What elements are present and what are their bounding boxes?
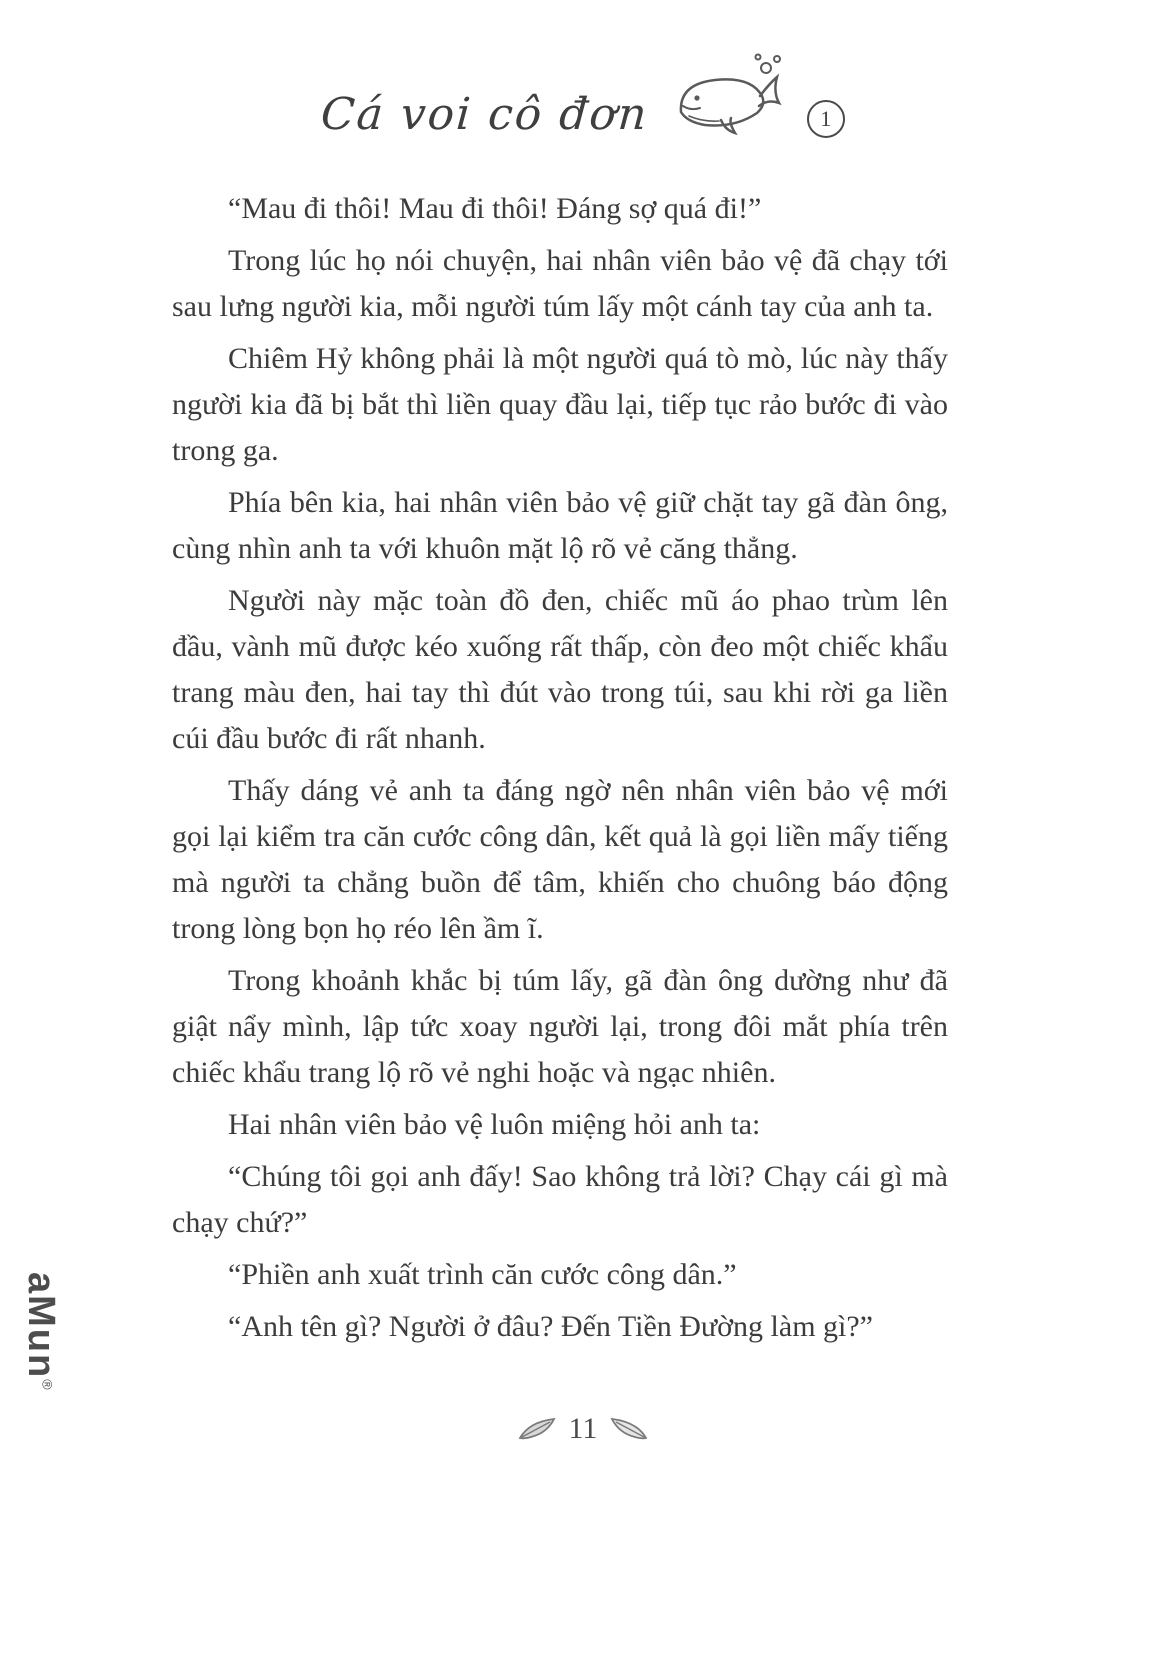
book-title: Cá voi cô đơn bbox=[319, 88, 651, 140]
paragraph: Chiêm Hỷ không phải là một người quá tò mò, lúc này thấy người kia đã bị bắt thì liền quay đầu lại, tiếp tục rảo bước đi vào trong ga. bbox=[172, 342, 948, 467]
publisher-logo bbox=[19, 1272, 62, 1392]
paragraph: Hai nhân viên bảo vệ luôn miệng hỏi anh ta: bbox=[228, 1108, 761, 1141]
whale-icon bbox=[663, 50, 793, 150]
registered-mark-icon: ® bbox=[39, 1379, 56, 1392]
page-number: 11 bbox=[568, 1412, 598, 1445]
leaf-icon bbox=[609, 1416, 649, 1442]
volume-badge: 1 bbox=[807, 100, 845, 138]
publisher-logo-text: aMun bbox=[20, 1272, 62, 1380]
paragraph: Trong lúc họ nói chuyện, hai nhân viên bảo vệ đã chạy tới sau lưng người kia, mỗi người túm lấy một cánh tay của anh ta. bbox=[172, 244, 948, 323]
page-footer bbox=[0, 1412, 1166, 1446]
paragraph: Trong khoảnh khắc bị túm lấy, gã đàn ông dường như đã giật nẩy mình, lập tức xoay người lại, trong đôi mắt phía trên chiếc khẩu trang lộ rõ vẻ nghi hoặc và ngạc nhiên. bbox=[172, 964, 948, 1089]
page-header bbox=[0, 78, 1166, 150]
body-text bbox=[172, 186, 948, 1356]
leaf-icon bbox=[517, 1416, 557, 1442]
paragraph: “Mau đi thôi! Mau đi thôi! Đáng sợ quá đi!” bbox=[228, 192, 762, 225]
paragraph: Phía bên kia, hai nhân viên bảo vệ giữ chặt tay gã đàn ông, cùng nhìn anh ta với khuôn mặt lộ rõ vẻ căng thẳng. bbox=[172, 486, 948, 565]
paragraph: Thấy dáng vẻ anh ta đáng ngờ nên nhân viên bảo vệ mới gọi lại kiểm tra căn cước công dân, kết quả là gọi liền mấy tiếng mà người ta chẳng buồn để tâm, khiến cho chuông báo động trong lòng bọn họ réo lên ầm ĩ. bbox=[172, 774, 948, 945]
title-row bbox=[321, 78, 844, 150]
paragraph: “Anh tên gì? Người ở đâu? Đến Tiền Đường làm gì?” bbox=[228, 1310, 873, 1343]
paragraph: “Phiền anh xuất trình căn cước công dân.” bbox=[228, 1258, 737, 1291]
paragraph: “Chúng tôi gọi anh đấy! Sao không trả lời? Chạy cái gì mà chạy chứ?” bbox=[172, 1160, 948, 1239]
paragraph: Người này mặc toàn đồ đen, chiếc mũ áo phao trùm lên đầu, vành mũ được kéo xuống rất thấp, còn đeo một chiếc khẩu trang màu đen, hai tay thì đút vào trong túi, sau khi rời ga liền cúi đầu bước đi rất nhanh. bbox=[172, 584, 948, 755]
